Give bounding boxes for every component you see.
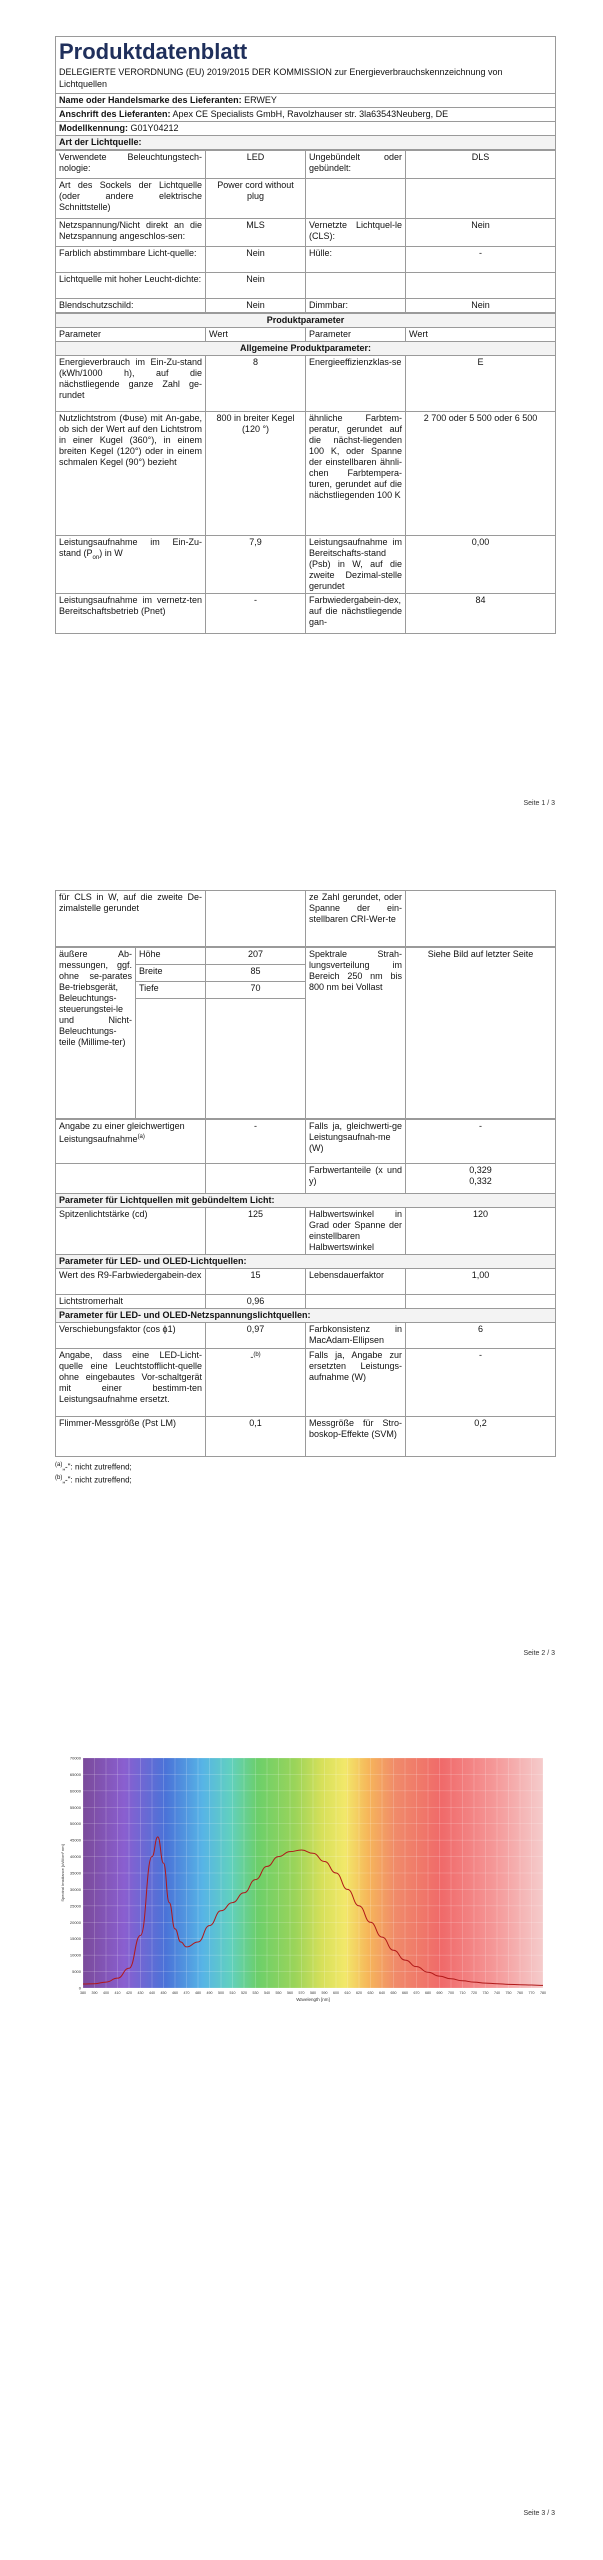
tunable-label: Farblich abstimmbare Licht-quelle: xyxy=(56,247,206,273)
x-tick-label: 550 xyxy=(275,1991,282,1995)
y-tick-label: 15000 xyxy=(69,1936,81,1942)
page-number: Seite 3 / 3 xyxy=(523,2510,555,2517)
network-standby-value: - xyxy=(206,594,306,634)
chromaticity-x: 0,329 xyxy=(469,1165,492,1175)
empty-cell xyxy=(136,999,206,1119)
cap-label: Art des Sockels der Lichtquelle (oder andere elektrische Schnittstelle) xyxy=(56,179,206,219)
supplier-name-label: Name oder Handelsmarke des Lieferanten: xyxy=(59,95,242,105)
led-params-header: Parameter für LED- und OLED-Lichtquellen: xyxy=(56,1255,556,1269)
unbundled-value: DLS xyxy=(406,151,556,179)
energy-class-value: E xyxy=(406,356,556,412)
page-number: Seite 1 / 3 xyxy=(523,800,555,807)
y-tick-label: 30000 xyxy=(69,1886,81,1892)
supplier-address: Apex CE Specialists GmbH, Ravolzhauser str. 3la63543Neuberg, DE xyxy=(172,109,449,119)
x-tick-label: 680 xyxy=(425,1991,431,1995)
displacement-factor-label: Verschiebungsfaktor (cos ϕ1) xyxy=(56,1323,206,1349)
y-tick-label: 40000 xyxy=(69,1854,81,1860)
peak-intensity-label: Spitzenlichtstärke (cd) xyxy=(56,1208,206,1255)
dim-height-label: Höhe xyxy=(136,948,206,965)
empty-cell xyxy=(206,999,306,1119)
x-tick-label: 620 xyxy=(356,1991,362,1995)
y-tick-label: 0 xyxy=(78,1985,81,1991)
product-params-table xyxy=(55,313,556,634)
replacement-yes-label: Falls ja, Angabe zur ersetzten Leistungs-aufnahme (W) xyxy=(306,1349,406,1417)
x-tick-label: 600 xyxy=(333,1991,339,1995)
header-table xyxy=(55,36,556,150)
y-tick-label: 5000 xyxy=(72,1969,81,1975)
cri-label: Farbwiedergabein-dex, auf die nächstliegende gan- xyxy=(306,594,406,634)
col-value: Wert xyxy=(206,328,306,342)
flicker-label: Flimmer-Messgröße (Pst LM) xyxy=(56,1417,206,1457)
spectral-label: Spektrale Strah-lungsverteilung im Bereich 250 nm bis 800 nm bei Vollast xyxy=(306,948,406,1119)
x-tick-label: 510 xyxy=(229,1991,236,1995)
x-tick-label: 660 xyxy=(402,1991,408,1995)
svm-value: 0,2 xyxy=(406,1417,556,1457)
flicker-value: 0,1 xyxy=(206,1417,306,1457)
tunable-value: Nein xyxy=(206,247,306,273)
empty-cell xyxy=(306,179,406,219)
equivalent-power-yes-value: - xyxy=(406,1120,556,1164)
beam-angle-label: Halbwertswinkel in Grad oder Spanne der einstellbaren Halbwertswinkel xyxy=(306,1208,406,1255)
footnote-a-mark: (a) xyxy=(55,1462,63,1468)
cct-value: 2 700 oder 5 500 oder 6 500 xyxy=(406,412,556,536)
tech-label: Verwendete Beleuchtungstech-nologie: xyxy=(56,151,206,179)
x-tick-label: 640 xyxy=(379,1991,385,1995)
envelope-label: Hülle: xyxy=(306,247,406,273)
light-source-type-table xyxy=(55,150,556,313)
replacement-label: Angabe, dass eine LED-Licht-quelle eine Leuchtstofflicht-quelle ohne eingebautes Vor-schaltgerät mit einer bestimm-ten Leistungsaufnahme ersetzt. xyxy=(56,1349,206,1417)
mains-value: MLS xyxy=(206,219,306,247)
supplier-name: ERWEY xyxy=(244,95,277,105)
displacement-factor-value: 0,97 xyxy=(206,1323,306,1349)
model-value: G01Y04212 xyxy=(130,123,179,133)
empty-cell xyxy=(56,1164,206,1194)
x-tick-label: 770 xyxy=(528,1991,535,1995)
cri-label-cont: ze Zahl gerundet, oder Spanne der ein-stellbaren CRI-Wer-te xyxy=(306,891,406,947)
page-2 xyxy=(0,880,603,1700)
glare-label: Blendschutzschild: xyxy=(56,299,206,313)
mains-label: Netzspannung/Nicht direkt an die Netzspannung angeschlos-sen: xyxy=(56,219,206,247)
footnote-a xyxy=(55,1460,555,1473)
y-tick-label: 45000 xyxy=(69,1837,81,1843)
x-tick-label: 700 xyxy=(448,1991,454,1995)
y-tick-label: 50000 xyxy=(69,1821,81,1827)
page-1 xyxy=(0,0,603,807)
x-tick-label: 530 xyxy=(252,1991,259,1995)
power-label-unit: ) in W xyxy=(99,548,123,558)
continuation-table xyxy=(55,890,556,947)
equivalent-power-value: - xyxy=(206,1120,306,1164)
replacement-footnote: (b) xyxy=(253,1352,261,1358)
x-tick-label: 670 xyxy=(413,1991,420,1995)
replacement-value xyxy=(206,1349,306,1417)
dim-width-label: Breite xyxy=(136,965,206,982)
dimensions-label: äußere Ab-messungen, ggf. ohne se-parates Be-triebsgerät, Beleuchtungs-steuerungstei-le und Nicht-Beleuchtungs-teile (Millime-ter) xyxy=(56,948,136,1119)
regulation-text: DELEGIERTE VERORDNUNG (EU) 2019/2015 DER KOMMISSION zur Energieverbrauchskennzeichnung von Lichtquellen xyxy=(59,67,503,89)
y-tick-label: 60000 xyxy=(69,1788,81,1794)
empty-cell xyxy=(406,179,556,219)
x-tick-label: 690 xyxy=(436,1991,443,1995)
connected-label: Vernetzte Lichtquel-le (CLS): xyxy=(306,219,406,247)
x-tick-label: 480 xyxy=(195,1991,201,1995)
dimmable-label: Dimmbar: xyxy=(306,299,406,313)
directional-header: Parameter für Lichtquellen mit gebündeltem Licht: xyxy=(56,1194,556,1208)
col-param: Parameter xyxy=(306,328,406,342)
x-tick-label: 430 xyxy=(137,1991,144,1995)
x-tick-label: 520 xyxy=(241,1991,247,1995)
x-tick-label: 470 xyxy=(183,1991,190,1995)
general-params-header: Allgemeine Produktparameter: xyxy=(56,342,556,356)
x-tick-label: 490 xyxy=(206,1991,213,1995)
x-tick-label: 450 xyxy=(160,1991,167,1995)
x-tick-label: 760 xyxy=(517,1991,523,1995)
r9-value: 15 xyxy=(206,1269,306,1295)
spectral-value: Siehe Bild auf letzter Seite xyxy=(406,948,556,1119)
led-mains-header: Parameter für LED- und OLED-Netzspannungslichtquellen: xyxy=(56,1309,556,1323)
svm-label: Messgröße für Stro-boskop-Effekte (SVM) xyxy=(306,1417,406,1457)
x-tick-label: 750 xyxy=(505,1991,512,1995)
standby-label: Leistungsaufnahme im Bereitschafts-stand (Psb) in W, auf die zweite Dezimal-stelle gerundet xyxy=(306,536,406,594)
document-title: Produktdatenblatt xyxy=(59,39,248,64)
y-tick-label: 35000 xyxy=(69,1870,81,1876)
empty-cell xyxy=(406,1295,556,1309)
empty-cell xyxy=(306,1295,406,1309)
supplier-address-label: Anschrift des Lieferanten: xyxy=(59,109,171,119)
replacement-value-text: - xyxy=(250,1352,254,1362)
x-tick-label: 610 xyxy=(344,1991,351,1995)
replacement-yes-value: - xyxy=(406,1349,556,1417)
dim-width-value: 85 xyxy=(206,965,306,982)
high-luminance-value: Nein xyxy=(206,273,306,299)
y-axis-label: Spectral Irradiance [uW/cm² nm] xyxy=(60,1844,65,1902)
x-tick-label: 380 xyxy=(80,1991,86,1995)
y-tick-label: 65000 xyxy=(69,1771,81,1777)
high-luminance-label: Lichtquelle mit hoher Leucht-dichte: xyxy=(56,273,206,299)
unbundled-label: Ungebündelt oder gebündelt: xyxy=(306,151,406,179)
dimmable-value: Nein xyxy=(406,299,556,313)
empty-cell xyxy=(206,1164,306,1194)
glare-value: Nein xyxy=(206,299,306,313)
footnote-a-text: „-": nicht zutreffend; xyxy=(62,1462,132,1472)
y-tick-label: 25000 xyxy=(69,1903,81,1909)
energy-class-label: Energieeffizienzklas-se xyxy=(306,356,406,412)
equivalent-power-text: Angabe zu einer gleichwertigen Leistungsaufnahme xyxy=(59,1121,185,1144)
x-tick-label: 710 xyxy=(459,1991,466,1995)
x-tick-label: 580 xyxy=(310,1991,316,1995)
tech-value: LED xyxy=(206,151,306,179)
dimensions-table xyxy=(55,947,556,1119)
x-tick-label: 390 xyxy=(91,1991,98,1995)
footnote-b-mark: (b) xyxy=(55,1474,63,1481)
x-tick-label: 560 xyxy=(287,1991,293,1995)
x-tick-label: 540 xyxy=(264,1991,270,1995)
envelope-value: - xyxy=(406,247,556,273)
x-tick-label: 590 xyxy=(321,1991,328,1995)
spectral-distribution-chart xyxy=(55,1750,551,2010)
chromaticity-label: Farbwertanteile (x und y) xyxy=(306,1164,406,1194)
model-label: Modellkennung: xyxy=(59,123,128,133)
dim-height-value: 207 xyxy=(206,948,306,965)
colour-consistency-label: Farbkonsistenz in MacAdam-Ellipsen xyxy=(306,1323,406,1349)
x-tick-label: 570 xyxy=(298,1991,305,1995)
x-tick-label: 730 xyxy=(482,1991,489,1995)
y-tick-label: 10000 xyxy=(69,1952,81,1958)
standby-value: 0,00 xyxy=(406,536,556,594)
x-tick-label: 650 xyxy=(390,1991,397,1995)
x-tick-label: 630 xyxy=(367,1991,374,1995)
network-standby-label-cont: für CLS in W, auf die zweite De-zimalstelle gerundet xyxy=(56,891,206,947)
peak-intensity-value: 125 xyxy=(206,1208,306,1255)
col-param: Parameter xyxy=(56,328,206,342)
energy-label: Energieverbrauch im Ein-Zu-stand (kWh/1000 h), auf die nächstliegende ganze Zahl ge-rundet xyxy=(56,356,206,412)
flux-value: 800 in breiter Kegel (120 °) xyxy=(206,412,306,536)
x-tick-label: 720 xyxy=(471,1991,477,1995)
network-standby-label: Leistungsaufnahme im vernetz-ten Bereitschaftsbetrieb (Pnet) xyxy=(56,594,206,634)
datasheet-page-1 xyxy=(55,36,555,634)
cri-value: 84 xyxy=(406,594,556,634)
survival-factor-label: Lebensdauerfaktor xyxy=(306,1269,406,1295)
x-tick-label: 440 xyxy=(149,1991,155,1995)
x-tick-label: 500 xyxy=(218,1991,224,1995)
empty-cell xyxy=(406,891,556,947)
datasheet-page-2 xyxy=(55,890,555,1485)
connected-value: Nein xyxy=(406,219,556,247)
x-axis-label: Wavelength [nm] xyxy=(296,1997,330,2002)
page-3 xyxy=(0,1700,603,2560)
x-tick-label: 780 xyxy=(540,1991,546,1995)
y-tick-label: 55000 xyxy=(69,1804,81,1810)
y-tick-label: 20000 xyxy=(69,1919,81,1925)
lumen-maintenance-label: Lichtstromerhalt xyxy=(56,1295,206,1309)
energy-value: 8 xyxy=(206,356,306,412)
beam-angle-value: 120 xyxy=(406,1208,556,1255)
r9-label: Wert des R9-Farbwiedergabein-dex xyxy=(56,1269,206,1295)
power-label-text: Leistungsaufnahme im Ein-Zu-stand (P xyxy=(59,537,202,558)
empty-cell xyxy=(406,273,556,299)
x-tick-label: 460 xyxy=(172,1991,178,1995)
x-tick-label: 740 xyxy=(494,1991,500,1995)
flux-label: Nutzlichtstrom (Φuse) mit An-gabe, ob sich der Wert auf den Lichtstrom in einer Kugel (360°), in einem breiten Kegel (120°) oder in einem schmalen Kegel (90°) bezieht xyxy=(56,412,206,536)
lumen-maintenance-value: 0,96 xyxy=(206,1295,306,1309)
col-value: Wert xyxy=(406,328,556,342)
x-tick-label: 410 xyxy=(114,1991,121,1995)
cap-value: Power cord without plug xyxy=(206,179,306,219)
equivalent-power-label xyxy=(56,1120,206,1164)
dim-depth-value: 70 xyxy=(206,982,306,999)
power-label-sub: on xyxy=(92,554,100,561)
footnote-b xyxy=(55,1473,555,1486)
power-value: 7,9 xyxy=(206,536,306,594)
survival-factor-value: 1,00 xyxy=(406,1269,556,1295)
colour-consistency-value: 6 xyxy=(406,1323,556,1349)
chromaticity-value xyxy=(406,1164,556,1194)
cct-label: ähnliche Farbtem-peratur, gerundet auf die nächst-liegenden 100 K, oder Spanne der einstellbaren ähnli-chen Farbtempera-turen, gerundet auf die nächstliegenden 100 K xyxy=(306,412,406,536)
product-params-header: Produktparameter xyxy=(56,314,556,328)
empty-cell xyxy=(206,891,306,947)
page-number: Seite 2 / 3 xyxy=(523,1650,555,1657)
equivalent-power-yes-label: Falls ja, gleichwerti-ge Leistungsaufnah-me (W) xyxy=(306,1120,406,1164)
power-label xyxy=(56,536,206,594)
equivalence-table xyxy=(55,1119,556,1457)
equivalent-power-footnote: (a) xyxy=(137,1134,145,1140)
y-tick-label: 70000 xyxy=(69,1755,81,1761)
x-tick-label: 400 xyxy=(103,1991,109,1995)
chromaticity-y: 0,332 xyxy=(469,1176,492,1186)
dim-depth-label: Tiefe xyxy=(136,982,206,999)
empty-cell xyxy=(306,273,406,299)
x-tick-label: 420 xyxy=(126,1991,132,1995)
light-source-type-header: Art der Lichtquelle: xyxy=(56,136,556,150)
footnote-b-text: „-": nicht zutreffend; xyxy=(62,1475,132,1485)
